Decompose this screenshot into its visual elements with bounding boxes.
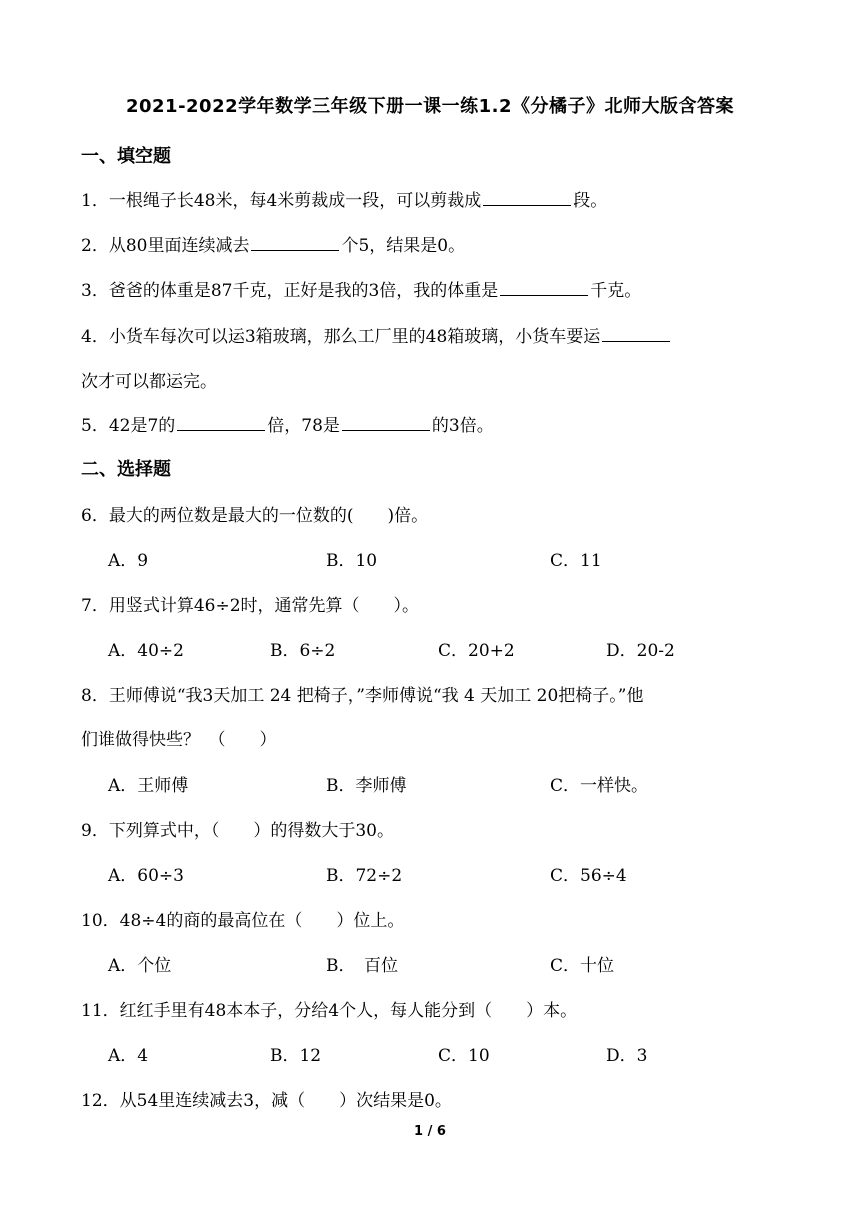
question-2 <box>81 231 465 256</box>
question-5-text: 5．42是7的 <box>81 416 176 436</box>
question-9-option-b: B．72÷2 <box>326 866 403 886</box>
question-12: 12．从54里连续减去3，减（ ）次结果是0。 <box>81 1091 452 1111</box>
question-9: 9．下列算式中，（ ）的得数大于30。 <box>81 821 394 841</box>
question-11-option-a: A．4 <box>108 1046 149 1066</box>
question-7-option-b: B．6÷2 <box>270 641 336 661</box>
answer-blank <box>602 340 670 342</box>
question-10-option-c: C．十位 <box>550 956 615 976</box>
answer-blank <box>251 249 339 251</box>
question-8: 8．王师傅说“我3天加工 24 把椅子，”李师傅说“我 4 天加工 20把椅子。”他 <box>81 686 644 706</box>
question-6-option-c: C．11 <box>550 551 602 571</box>
question-4-text: 4．小货车每次可以运3箱玻璃，那么工厂里的48箱玻璃，小货车要运 <box>81 327 601 347</box>
question-10-option-a: A．个位 <box>108 956 172 976</box>
question-8-option-c: C．一样快。 <box>550 776 649 796</box>
question-11-option-d: D．3 <box>606 1046 648 1066</box>
question-4-continued <box>81 367 217 392</box>
question-5 <box>81 411 494 436</box>
question-11-option-b: B．12 <box>270 1046 322 1066</box>
page-number: 1 / 6 <box>414 1124 446 1139</box>
answer-blank <box>483 204 571 206</box>
question-7: 7．用竖式计算46÷2时，通常先算（ ）。 <box>81 596 420 616</box>
question-3-suffix: 千克。 <box>590 281 642 301</box>
question-4-suffix: 次才可以都运完。 <box>81 372 217 392</box>
section-heading-choice: 二、选择题 <box>81 459 171 480</box>
question-1-text: 1．一根绳子长48米，每4米剪裁成一段，可以剪裁成 <box>81 191 482 211</box>
document-title: 2021-2022学年数学三年级下册一课一练1.2《分橘子》北师大版含答案 <box>125 96 735 117</box>
question-9-option-a: A．60÷3 <box>108 866 184 886</box>
question-11: 11．红红手里有48本本子，分给4个人，每人能分到（ ）本。 <box>81 1001 578 1021</box>
question-7-option-d: D．20-2 <box>606 641 675 661</box>
question-1-suffix: 段。 <box>573 191 608 211</box>
question-1 <box>81 186 607 211</box>
question-6-option-b: B．10 <box>326 551 378 571</box>
question-4 <box>81 322 672 347</box>
question-2-suffix: 个5，结果是0。 <box>341 236 466 256</box>
answer-blank <box>500 294 588 296</box>
question-8-option-b: B．李师傅 <box>326 776 407 796</box>
question-6: 6．最大的两位数是最大的一位数的( )倍。 <box>81 506 429 526</box>
question-11-option-c: C．10 <box>438 1046 490 1066</box>
question-8-continued: 们谁做得快些？ （ ） <box>81 730 277 750</box>
question-10-option-b: B． 百位 <box>326 956 398 976</box>
question-5-suffix: 的3倍。 <box>431 416 494 436</box>
question-10: 10．48÷4的商的最高位在（ ）位上。 <box>81 911 405 931</box>
question-3 <box>81 276 641 301</box>
question-6-option-a: A．9 <box>108 551 149 571</box>
question-9-option-c: C．56÷4 <box>550 866 627 886</box>
question-2-text: 2．从80里面连续减去 <box>81 236 250 256</box>
question-7-option-a: A．40÷2 <box>108 641 184 661</box>
section-heading-fill-blank: 一、填空题 <box>81 146 171 167</box>
question-8-option-a: A．王师傅 <box>108 776 189 796</box>
question-3-text: 3．爸爸的体重是87千克，正好是我的3倍，我的体重是 <box>81 281 499 301</box>
answer-blank <box>177 429 265 431</box>
question-5-middle: 倍，78是 <box>267 416 340 436</box>
question-7-option-c: C．20+2 <box>438 641 515 661</box>
answer-blank <box>342 429 430 431</box>
